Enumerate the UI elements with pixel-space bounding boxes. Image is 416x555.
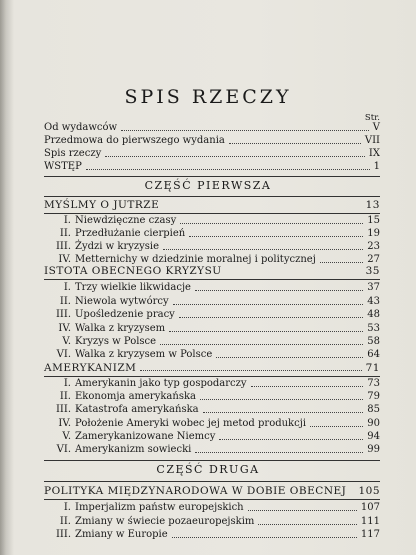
toc-entry-label <box>55 215 176 227</box>
entry-number: I. <box>63 502 71 513</box>
dot-leader <box>180 223 363 224</box>
dot-leader <box>219 439 363 440</box>
dot-leader <box>163 249 363 250</box>
dot-leader <box>140 370 361 371</box>
entry-title: Walka z kryzysem w Polsce <box>75 349 213 360</box>
entry-number: V. <box>62 431 71 442</box>
dot-leader <box>179 317 363 318</box>
divider <box>44 279 380 280</box>
toc-entry <box>55 214 380 227</box>
toc-section-page: 35 <box>365 265 380 277</box>
toc-entry <box>55 417 380 430</box>
toc-entry-page: 99 <box>367 444 380 455</box>
toc-entry <box>55 515 380 528</box>
dot-leader <box>195 290 363 291</box>
entry-number: I. <box>63 378 71 389</box>
entry-title: Żydzi w kryzysie <box>75 241 160 252</box>
toc-section-label: MYŚLMY O JUTRZE <box>44 199 160 211</box>
entry-title: Zmiany w Europie <box>75 529 168 540</box>
toc-entry <box>55 501 380 514</box>
toc-entry <box>55 227 380 240</box>
toc-entry-label: Spis rzeczy <box>44 148 102 159</box>
entry-number: IV. <box>58 323 71 334</box>
toc-entry-label: Od wydawców <box>44 122 118 133</box>
dot-leader <box>86 169 370 170</box>
entry-number: III. <box>55 309 71 320</box>
toc-entry-label <box>55 336 156 348</box>
dot-leader <box>216 357 363 358</box>
toc-section-page: 105 <box>358 485 380 497</box>
toc-entry-label <box>55 349 212 361</box>
toc-section-label: ISTOTA OBECNEGO KRYZYSU <box>44 265 222 277</box>
entry-number: VI. <box>56 444 71 455</box>
toc-section <box>44 198 380 211</box>
toc-entry <box>55 443 380 456</box>
toc-entry-label <box>55 323 165 335</box>
toc-entry-page: 79 <box>367 391 380 402</box>
toc-entry <box>55 240 380 253</box>
toc-section <box>44 361 380 374</box>
dot-leader <box>189 236 363 237</box>
toc-entry <box>55 308 380 321</box>
toc-section-label: POLITYKA MIĘDZYNARODOWA W DOBIE OBECNEJ <box>44 485 347 497</box>
entry-number: III. <box>55 529 71 540</box>
toc-section-page: 71 <box>365 362 380 374</box>
entry-title: Niewola wytwórcy <box>75 296 169 307</box>
toc-entry-page: 37 <box>367 282 380 293</box>
toc-entry-page: 111 <box>360 516 380 527</box>
toc-entry-label <box>55 241 159 253</box>
entry-title: Położenie Ameryki wobec jej metod produkcji <box>75 418 307 429</box>
entry-number: I. <box>63 215 71 226</box>
entry-number: II. <box>59 228 71 239</box>
entry-title: Kryzys w Polsce <box>75 336 157 347</box>
toc-entry <box>44 160 380 173</box>
part-heading: CZĘŚĆ PIERWSZA <box>144 179 272 192</box>
divider <box>44 499 380 500</box>
toc-entry <box>55 281 380 294</box>
toc-entry-page: 117 <box>360 529 380 540</box>
entry-number: I. <box>63 282 71 293</box>
toc-entry <box>55 295 380 308</box>
toc-entry-label <box>55 418 306 430</box>
toc-entry-label <box>55 282 191 294</box>
entry-title: Amerykanizm sowiecki <box>75 444 192 455</box>
dot-leader <box>169 331 363 332</box>
divider <box>44 481 380 482</box>
toc-entry-page: 15 <box>367 215 380 226</box>
toc-entry-label <box>55 444 191 456</box>
toc-entry-page: IX <box>368 148 380 159</box>
toc-entry-label <box>55 296 169 308</box>
dot-leader <box>195 452 363 453</box>
toc-section <box>44 264 380 277</box>
entry-number: IV. <box>58 254 71 265</box>
toc-entry-page: VII <box>364 135 380 146</box>
dot-leader <box>251 386 364 387</box>
toc-entry-page: 85 <box>367 404 380 415</box>
toc-section <box>44 484 380 497</box>
toc-entry <box>55 390 380 403</box>
entry-title: Imperjalizm państw europejskich <box>75 502 244 513</box>
dot-leader <box>200 399 363 400</box>
toc-entry-label <box>55 228 185 240</box>
toc-entry-page: 64 <box>367 349 380 360</box>
toc-entry-label <box>55 431 215 443</box>
toc-entry <box>44 147 380 160</box>
toc-entry <box>44 121 380 134</box>
toc-entry-page: 43 <box>367 296 380 307</box>
entry-title: Katastrofa amerykańska <box>75 404 199 415</box>
toc-entry <box>55 528 380 541</box>
entry-number: II. <box>59 296 71 307</box>
divider <box>44 460 380 461</box>
toc-entry-page: 107 <box>360 502 380 513</box>
entry-number: VI. <box>56 349 71 360</box>
divider <box>44 196 380 197</box>
toc-entry-page: V <box>372 122 380 133</box>
toc-section-page: 13 <box>365 199 380 211</box>
toc-entry <box>55 430 380 443</box>
toc-entry-label <box>55 529 168 541</box>
dot-leader <box>105 156 365 157</box>
entry-number: II. <box>59 391 71 402</box>
entry-number: IV. <box>58 418 71 429</box>
entry-title: Zmiany w świecie pozaeuropejskim <box>75 516 255 527</box>
dot-leader <box>172 537 357 538</box>
dot-leader <box>160 344 363 345</box>
toc-entry-label <box>55 378 247 390</box>
toc-entry-page: 23 <box>367 241 380 252</box>
toc-entry-page: 90 <box>367 418 380 429</box>
toc-entry-page: 27 <box>367 254 380 265</box>
entry-number: III. <box>55 404 71 415</box>
entry-title: Ekonomja amerykańska <box>75 391 196 402</box>
toc-entry <box>55 335 380 348</box>
dot-leader <box>173 304 364 305</box>
entry-title: Walka z kryzysem <box>75 323 166 334</box>
dot-leader <box>203 412 364 413</box>
dot-leader <box>248 510 357 511</box>
toc-entry-page: 1 <box>373 161 380 172</box>
entry-title: Niewdzięczne czasy <box>75 215 177 226</box>
divider <box>44 176 380 177</box>
toc-entry-label <box>55 309 175 321</box>
toc-entry-page: 19 <box>367 228 380 239</box>
page-title: SPIS RZECZY <box>124 86 292 108</box>
part-heading: CZĘŚĆ DRUGA <box>156 463 260 476</box>
entry-title: Metternichy w dziedzinie moralnej i politycznej <box>75 254 316 265</box>
entry-title: Przedłużanie cierpień <box>75 228 186 239</box>
dot-leader <box>310 426 363 427</box>
toc-entry <box>55 377 380 390</box>
toc-entry <box>55 322 380 335</box>
toc-entry-page: 73 <box>367 378 380 389</box>
entry-title: Amerykanin jako typ gospodarczy <box>75 378 247 389</box>
dot-leader <box>258 524 357 525</box>
toc-entry <box>44 134 380 147</box>
entry-number: III. <box>55 241 71 252</box>
dot-leader <box>320 262 363 263</box>
toc-entry <box>55 403 380 416</box>
toc-entry-page: 58 <box>367 336 380 347</box>
toc-entry-page: 48 <box>367 309 380 320</box>
toc-entry <box>55 348 380 361</box>
dot-leader <box>121 130 369 131</box>
toc-entry-label: WSTĘP <box>44 161 82 172</box>
entry-number: V. <box>62 336 71 347</box>
toc-entry-label <box>55 502 244 514</box>
dot-leader <box>229 143 361 144</box>
page-column-label: Str. <box>364 113 380 123</box>
entry-title: Trzy wielkie likwidacje <box>75 282 191 293</box>
entry-title: Zamerykanizowane Niemcy <box>75 431 216 442</box>
toc-entry-label: Przedmowa do pierwszego wydania <box>44 135 225 146</box>
toc-entry-label <box>55 404 199 416</box>
toc-entry-label <box>55 391 196 403</box>
toc-entry-page: 94 <box>367 431 380 442</box>
toc-entry-label <box>55 516 254 528</box>
toc-section-label: AMERYKANIZM <box>44 362 137 374</box>
entry-number: II. <box>59 516 71 527</box>
toc-entry-page: 53 <box>367 323 380 334</box>
entry-title: Upośledzenie pracy <box>75 309 175 320</box>
